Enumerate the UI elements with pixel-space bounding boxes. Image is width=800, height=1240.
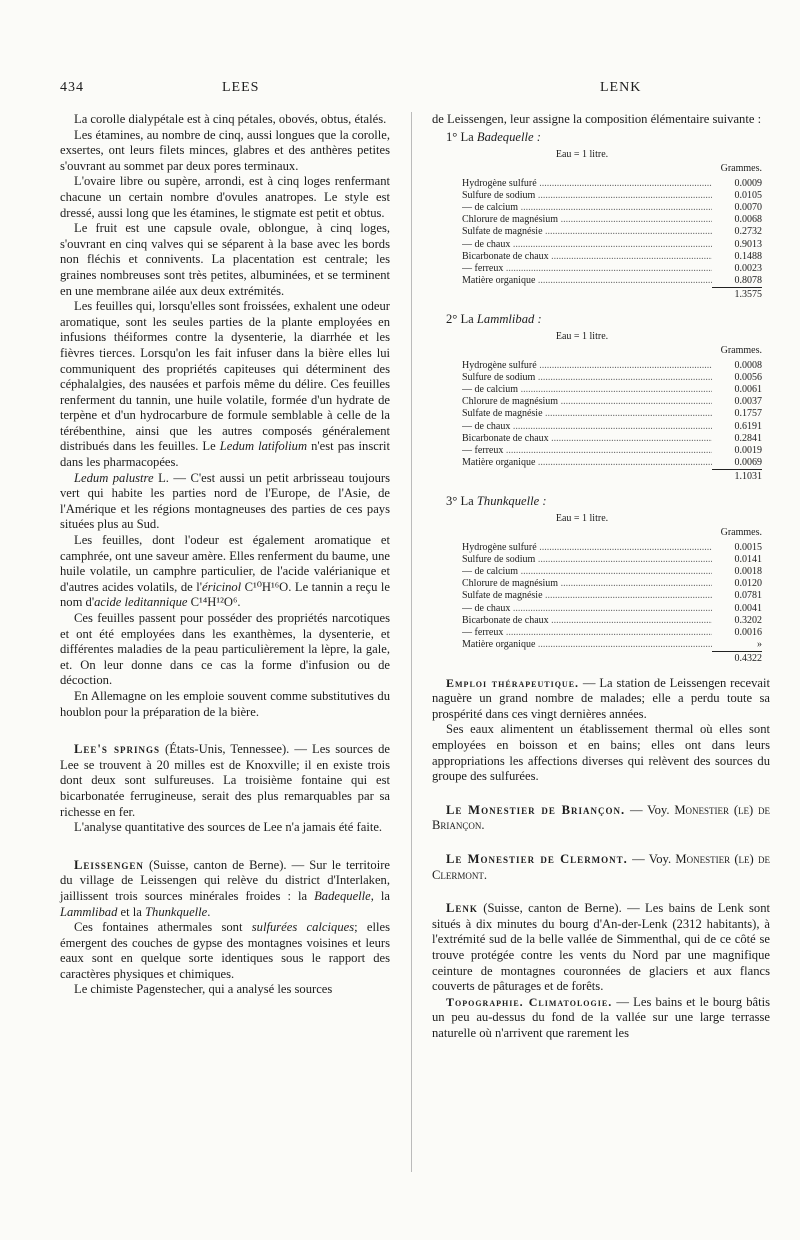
table-row — [462, 566, 762, 578]
paragraph: Le fruit est une capsule ovale, oblongue, à cinq loges, s'ouvrant en cinq valves qui se séparent à la base avec les bords non fléchis et connivents. La placentation est centrale; les graines nombreuses sont très petites, albuminées, et se terminent en une membrane ailée aux deux extrémités. — [60, 221, 390, 298]
table-row — [462, 445, 762, 457]
compound-name: Hydrogène sulfuré ..... — [462, 360, 712, 372]
compound-name: Sulfate de magnésie ..... — [462, 226, 712, 238]
table-row — [462, 590, 762, 602]
table-row — [462, 554, 762, 566]
table-row — [462, 578, 762, 590]
compound-value: 0.2841 — [734, 432, 762, 444]
entry-headword: Lee's springs — [74, 742, 160, 757]
compound-name: — de calcium ..... — [462, 202, 712, 214]
compound-value: 0.0019 — [734, 445, 762, 457]
table-unit: Grammes. — [720, 163, 762, 175]
analysis-tables — [432, 130, 770, 666]
paragraph: Les feuilles, dont l'odeur est également aromatique et camphrée, ont une saveur amère. Elles renferment du baume, une huile volatile, un camphre particulier, de l'acide valérianique et d'autres acides volatils, de l'éricinol C¹⁰H¹⁶O. Le tannin a reçu le nom d'acide leditannique C¹⁴H¹²O⁶. — [60, 533, 390, 610]
table-total: 0.4322 — [712, 651, 762, 665]
entry-headword: Lenk — [446, 901, 478, 916]
table-row — [462, 615, 762, 627]
composition-table — [462, 513, 762, 665]
table-total: 1.1031 — [712, 469, 762, 483]
compound-value: 0.0105 — [734, 189, 762, 201]
entry-monestier-clermont: Le Monestier de Clermont. — Voy. Monestier (le) de Clermont. — [432, 852, 771, 882]
paragraph: de Leissengen, leur assigne la composition élémentaire suivante : — [432, 112, 762, 126]
column-divider — [411, 112, 412, 1172]
table-row — [462, 251, 762, 263]
paragraph: En Allemagne on les emploie souvent comme substitutives du houblon pour la préparation de la bière. — [60, 688, 390, 719]
compound-name: — ferreux ..... — [462, 627, 712, 639]
compound-name: — de chaux ..... — [462, 239, 712, 251]
compound-name: — ferreux ..... — [462, 445, 712, 457]
compound-value: 0.1757 — [734, 408, 762, 420]
right-column — [432, 112, 770, 1042]
cross-reference[interactable]: Monestier (le) de Clermont. — [432, 852, 771, 882]
compound-name: Sulfate de magnésie ..... — [462, 590, 712, 602]
page-header — [60, 80, 760, 100]
compound-value: 0.0023 — [734, 263, 762, 275]
compound-value: 0.9013 — [734, 238, 762, 250]
compound-value: 0.1488 — [734, 250, 762, 262]
table-basis: Eau = 1 litre. — [555, 149, 609, 161]
table-row — [462, 360, 762, 372]
compound-name: — de calcium ..... — [462, 566, 712, 578]
table-row — [462, 457, 762, 469]
compound-name: Matière organique ..... — [462, 639, 712, 651]
right-running-title: LENK — [600, 80, 642, 95]
compound-name: — ferreux ..... — [462, 263, 712, 275]
compound-name: Chlorure de magnésium ..... — [462, 578, 712, 590]
table-row — [462, 433, 762, 445]
table-row — [462, 214, 762, 226]
compound-value: 0.0041 — [734, 602, 762, 614]
compound-value: » — [757, 639, 762, 651]
table-row — [462, 275, 762, 287]
entry-lee-springs: Lee's springs (États-Unis, Tennessee). — Les sources de Lee se trouvent à 20 milles est de Knoxville; il en existe trois dont deux sont sulfureuses. La troisième fontaine qui est bicarbonatée ferrugineuse, serait des plus remarquables par sa richesse en fer. L'analyse quantitative des sources de Lee n'a jamais été faite. — [60, 742, 390, 835]
table-row — [462, 627, 762, 639]
composition-table — [462, 149, 762, 301]
compound-name: Chlorure de magnésium ..... — [462, 214, 712, 226]
table-row — [462, 603, 762, 615]
page-number: 434 — [60, 80, 84, 95]
table-row — [462, 408, 762, 420]
compound-value: 0.0061 — [734, 384, 762, 396]
section-label: Emploi thérapeutique. — [446, 675, 580, 690]
left-column — [60, 112, 390, 998]
analysis-table — [432, 494, 770, 666]
compound-value: 0.0016 — [734, 627, 762, 639]
cross-reference[interactable]: Monestier (le) de Briançon. — [432, 802, 771, 833]
analysis-table — [432, 130, 770, 302]
compound-name: Sulfure de sodium ..... — [462, 190, 712, 202]
table-title: 1° La Badequelle : — [446, 129, 541, 144]
section-label: Topographie. Climatologie. — [446, 994, 613, 1009]
compound-value: 0.0120 — [734, 578, 762, 590]
left-running-title: LEES — [222, 80, 260, 95]
table-row — [462, 396, 762, 408]
compound-name: Sulfate de magnésie ..... — [462, 408, 712, 420]
paragraph: Ces feuilles passent pour posséder des propriétés narcotiques et ont été employées dans les exanthèmes, la dysenterie, et différentes maladies de la peau particulièrement la lèpre, la gale, et. On leur donne dans ce cas la forme d'infusion ou de décoction. — [60, 611, 390, 688]
paragraph: Les étamines, au nombre de cinq, aussi longues que la corolle, exsertes, ont leurs filets minces, glabres et des anthères petites s'ouvrant au sommet par deux pores terminaux. — [60, 127, 390, 173]
paragraph: Ledum palustre L. — C'est aussi un petit arbrisseau toujours vert qui habite les parties nord de l'Europe, de l'Asie, de l'Amérique et les régions montagneuses des parties de ces pays situées plus au Sud. — [60, 470, 390, 532]
compound-value: 0.0070 — [734, 202, 762, 213]
compound-name: — de chaux ..... — [462, 603, 712, 615]
table-row — [462, 384, 762, 396]
taxon-name: Ledum palustre — [74, 470, 154, 485]
entry-headword: Leissengen — [74, 857, 144, 872]
compound-name: Chlorure de magnésium ..... — [462, 396, 712, 408]
compound-value: 0.6191 — [734, 420, 762, 432]
entry-emploi: Emploi thérapeutique. — La station de Leissengen recevait naguère un grand nombre de malades; elle a perdu toute sa prospérité dans ces vingt dernières années. Ses eaux alimentent un établissement thermal où elles sont employées en boisson et en bains; elles ont dans leurs appropriations les affections diverses qui relèvent des sources du groupe des sulfurées. — [432, 675, 770, 784]
table-row — [462, 639, 762, 651]
compound-name: Bicarbonate de chaux ..... — [462, 433, 712, 445]
compound-name: Bicarbonate de chaux ..... — [462, 251, 712, 263]
table-basis: Eau = 1 litre. — [555, 513, 609, 525]
compound-name: Bicarbonate de chaux ..... — [462, 615, 712, 627]
compound-value: 0.0068 — [734, 214, 762, 226]
entry-headword: Le Monestier de Clermont. — [446, 852, 628, 867]
compound-name: Matière organique ..... — [462, 457, 712, 469]
entry-lenk: Lenk (Suisse, canton de Berne). — Les bains de Lenk sont situés à dix minutes du bourg d'An-der-Lenk (2312 habitants), à l'extrémité sud de la belle vallée de Simmenthal, qui de ce côté se trouve protégée contre les vents du Nord par une magnifique ceinture de montagnes couronnées de glaciers et aux flancs couverts de pâturages et de forêts. Topographie. Climatologie. — Les bains et le bourg bâtis un peu au-dessus du fond de la vallée sur une large terrasse naturelle où n'arrivent que rarement les — [432, 901, 770, 1040]
compound-value: 0.0141 — [734, 553, 762, 565]
compound-value: 0.8078 — [734, 275, 762, 287]
taxon-name: Ledum latifolium — [219, 439, 308, 454]
table-row — [462, 202, 762, 214]
compound-name: — de chaux ..... — [462, 421, 712, 433]
table-total: 1.3575 — [712, 287, 762, 301]
table-row — [462, 421, 762, 433]
table-row — [462, 178, 762, 190]
table-row — [462, 226, 762, 238]
compound-name: — de calcium ..... — [462, 384, 712, 396]
table-row — [462, 542, 762, 554]
compound-value: 0.0008 — [734, 359, 762, 371]
table-row — [462, 190, 762, 202]
compound-value: 0.0056 — [734, 371, 762, 383]
composition-table — [462, 331, 762, 483]
compound-name: Matière organique ..... — [462, 275, 712, 287]
table-row — [462, 239, 762, 251]
entry-monestier-briancon: Le Monestier de Briançon. — Voy. Monestier (le) de Briançon. — [432, 802, 771, 833]
paragraph: Les feuilles qui, lorsqu'elles sont froissées, exhalent une odeur aromatique, sont les seules parties de la plante employées en infusions théiformes contre la dysenterie, la diarrhée et les fièvres tierces. Lorsqu'on les fait infuser dans la bière elles lui communiquent des propriétés capiteuses qui déterminent des céphalalgies, des nausées et parfois même du délire. Ces feuilles renferment du tannin, une huile volatile, formée d'un hydrate de terpène et d'un hydrocarbure de formule semblable à celle de la térébenthine, ainsi que les autres composés généralement distribués dans les feuilles. Le Ledum latifolium n'est pas inscrit dans les pharmacopées. — [60, 299, 391, 470]
compound-name: Hydrogène sulfuré ..... — [462, 542, 712, 554]
table-title: 3° La Thunkquelle : — [446, 493, 547, 508]
compound-value: 0.2732 — [734, 226, 762, 238]
analysis-table — [432, 312, 770, 484]
entry-headword: Le Monestier de Briançon. — [446, 802, 626, 817]
compound-name: Sulfure de sodium ..... — [462, 554, 712, 566]
compound-value: 0.0009 — [734, 177, 762, 189]
compound-value: 0.0781 — [734, 590, 762, 602]
compound-value: 0.0015 — [734, 541, 762, 553]
entry-leissengen: Leissengen (Suisse, canton de Berne). — Sur le territoire du village de Leissengen qui relève du district d'Interlaken, jaillissent trois sources minérales froides : la Badequelle, la Lammlibad et la Thunkquelle. Ces fontaines athermales sont sulfurées calciques; elles émergent des couches de gypse des montagnes voisines et leurs eaux sont en quelque sorte identiques sous le rapport des caractères physiques et chimiques. Le chimiste Pagenstecher, qui a analysé les sources — [60, 857, 391, 997]
table-row — [462, 263, 762, 275]
table-unit: Grammes. — [720, 527, 762, 539]
table-unit: Grammes. — [720, 345, 762, 357]
compound-value: 0.0037 — [734, 396, 762, 408]
compound-value: 0.0069 — [734, 457, 762, 469]
compound-name: Hydrogène sulfuré ..... — [462, 178, 712, 190]
compound-name: Sulfure de sodium ..... — [462, 372, 712, 384]
table-title: 2° La Lammlibad : — [446, 311, 542, 326]
compound-value: 0.0018 — [734, 566, 762, 578]
table-row — [462, 372, 762, 384]
paragraph: La corolle dialypétale est à cinq pétales, obovés, obtus, étalés. — [74, 112, 387, 126]
paragraph: L'ovaire libre ou supère, arrondi, est à cinq loges renfermant chacune un certain nombre d'ovules anatropes. Le style est dressé, aussi long que les étamines, le stigmate est petit et obtus. — [60, 174, 390, 220]
table-basis: Eau = 1 litre. — [555, 331, 609, 343]
compound-value: 0.3202 — [734, 614, 762, 626]
